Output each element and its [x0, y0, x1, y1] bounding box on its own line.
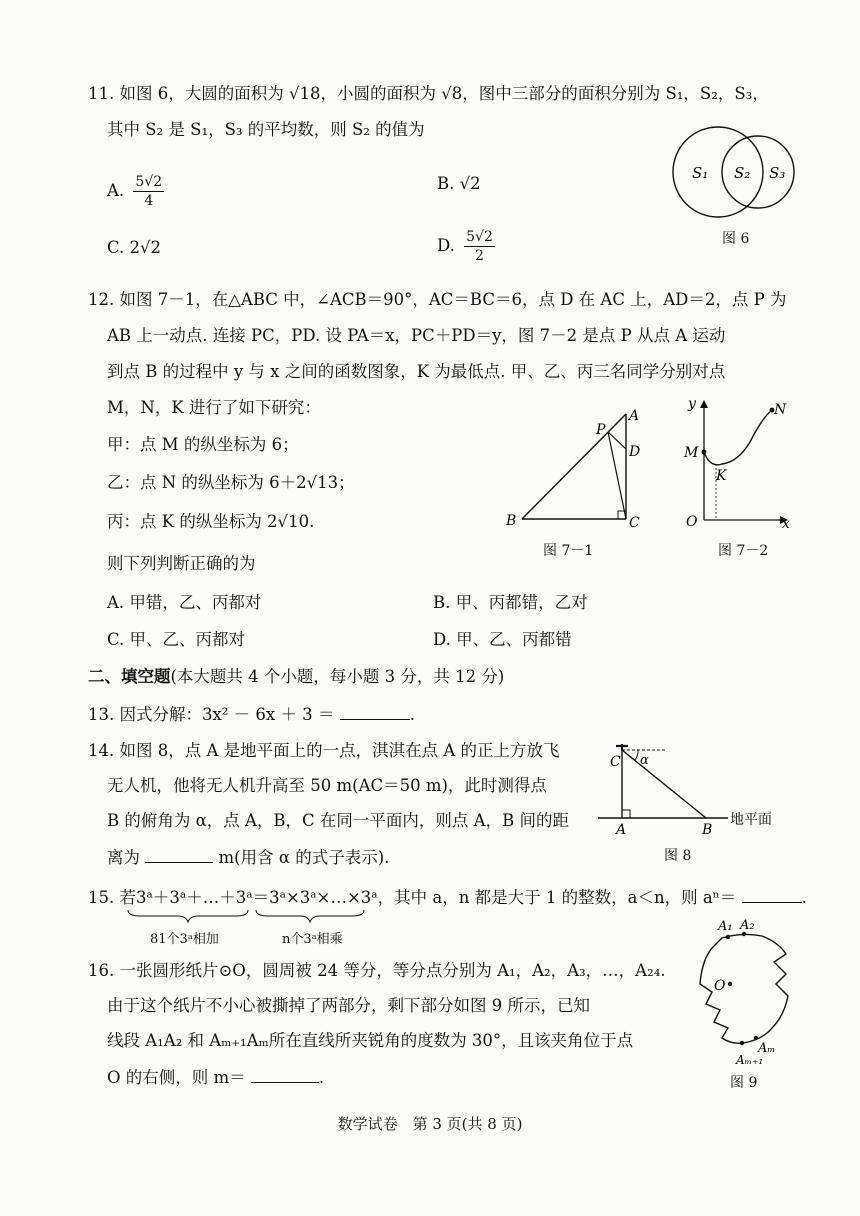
- q12-line-4: M，N，K 进行了如下研究：: [107, 398, 321, 417]
- q11-option-a-denominator: 4: [144, 193, 154, 209]
- q15-sum-note: 81个3ᵃ相加: [150, 932, 219, 947]
- fig6-label-s1: S₁: [692, 164, 709, 182]
- q16-answer-blank[interactable]: [251, 1066, 319, 1083]
- q11-option-d-numerator: 5√2: [466, 229, 493, 245]
- fig72-label-x: x: [782, 516, 790, 532]
- section-2-title: [88, 666, 504, 688]
- q15-post: ，其中 a，n 都是大于 1 的整数，a＜n，则 aⁿ＝: [377, 888, 737, 907]
- q15-underbraces: [126, 908, 366, 924]
- q15-product-brace: [256, 910, 364, 922]
- fig8-label-alpha: α: [640, 753, 649, 768]
- q12-line-2: AB 上一动点. 连接 PC，PD. 设 PA＝x，PC＋PD＝y，图 7－2 是点 P 从点 A 运动: [107, 326, 726, 345]
- q11-option-b: B. √2: [437, 174, 481, 193]
- q12-option-d: D. 甲、乙、丙都错: [433, 630, 572, 649]
- q13-text: 13. 因式分解：3x² － 6x ＋ 3 ＝: [88, 705, 335, 724]
- fig8-right-angle-mark: [622, 810, 630, 818]
- fig9-point-am1: [740, 1041, 744, 1045]
- q14-answer-blank[interactable]: [145, 846, 213, 863]
- q15-sum-brace: [128, 910, 248, 922]
- q13-answer-blank[interactable]: [340, 703, 410, 720]
- q12-line-3: 到点 B 的过程中 y 与 x 之间的函数图象，K 为最低点. 甲、乙、丙三名同学分别对点: [107, 362, 726, 381]
- fig71-label-p: P: [596, 422, 606, 438]
- fig8-ground-label: 地平面: [730, 812, 772, 828]
- figure-7-2-function-graph: [676, 396, 794, 532]
- q15-product-note: n个3ᵃ相乘: [282, 932, 343, 947]
- q11-option-d-denominator: 2: [475, 248, 484, 264]
- q14-line-2: 无人机，他将无人机升高至 50 m(AC＝50 m)，此时测得点: [107, 776, 547, 795]
- q15-product: 3ᵃ×3ᵃ×…×3ᵃ: [269, 888, 378, 907]
- figure-7-1-triangle: [502, 404, 652, 532]
- fig9-label-a2: A₂: [740, 918, 755, 933]
- fig72-label-m: M: [684, 445, 699, 461]
- fig72-label-n: N: [774, 402, 787, 418]
- fig8-drone-icon: [616, 744, 628, 750]
- section-2-heading: 二、填空题: [88, 667, 171, 686]
- figure-8-depression-angle: [594, 738, 794, 838]
- fig9-label-a1: A₁: [718, 919, 733, 934]
- figure-7-1-caption: 图 7－1: [543, 543, 594, 559]
- q14-line-4-pre: 离为: [107, 848, 140, 867]
- fig72-point-m: [702, 450, 707, 455]
- fig6-label-s2: S₂: [734, 164, 751, 182]
- q11-option-a-prefix: A.: [107, 181, 125, 200]
- fig71-label-a: A: [629, 408, 640, 424]
- fig8-label-b: B: [702, 822, 713, 838]
- fig9-label-am1: Aₘ₊₁: [736, 1053, 764, 1067]
- page-footer: 数学试卷 第 3 页(共 8 页): [337, 1115, 523, 1133]
- figure-6-caption: 图 6: [722, 231, 750, 247]
- fig72-label-k: K: [716, 468, 727, 484]
- q16-line-2: 由于这个纸片不小心被撕掉了两部分，剩下部分如图 9 所示，已知: [107, 996, 590, 1015]
- q11-line-1: 11. 如图 6，大圆的面积为 √18，小圆的面积为 √8，图中三部分的面积分别为 S₁，S₂，S₃，: [88, 84, 769, 103]
- q12-ask: 则下列判断正确的为: [107, 554, 256, 573]
- fig6-label-s3: S₃: [769, 164, 786, 182]
- figure-8-caption: 图 8: [664, 848, 692, 864]
- fig71-side-ab: [522, 414, 626, 519]
- q16-line-1: 16. 一张圆形纸片⊙O，圆周被 24 等分，等分点分别为 A₁，A₂，A₃，…，A₂₄.: [88, 961, 666, 980]
- q16-line-4-pre: O 的右侧，则 m＝: [107, 1068, 246, 1087]
- q13: [88, 703, 415, 726]
- fig8-line-of-sight: [622, 750, 706, 818]
- fig71-segment-pc: [608, 432, 626, 519]
- fig9-center-o: [728, 982, 732, 986]
- q16-line-4: [107, 1066, 324, 1089]
- q12-option-b: B. 甲、丙都错，乙对: [433, 593, 588, 612]
- q15-sum: 3ᵃ＋3ᵃ＋…＋3ᵃ: [136, 888, 253, 907]
- fig72-label-y: y: [688, 396, 696, 412]
- q12-statement-yi: 乙：点 N 的纵坐标为 6＋2√13；: [107, 473, 355, 492]
- q15-line: [88, 886, 807, 909]
- q15-answer-blank[interactable]: [742, 886, 802, 903]
- fig8-label-c: C: [610, 754, 621, 770]
- q14-line-4: [107, 846, 389, 869]
- section-2-note: (本大题共 4 个小题，每小题 3 分，共 12 分): [170, 667, 505, 686]
- q11-option-d: [437, 228, 495, 265]
- q14-line-4-post: m(用含 α 的式子表示).: [218, 848, 390, 867]
- q12-statement-jia: 甲：点 M 的纵坐标为 6；: [107, 435, 299, 454]
- figure-9-caption: 图 9: [730, 1075, 758, 1091]
- fig8-angle-arc: [635, 750, 638, 760]
- fig9-label-am: Aₘ: [758, 1041, 776, 1056]
- q11-option-c: C. 2√2: [107, 238, 162, 257]
- fig71-label-b: B: [506, 513, 517, 529]
- fig71-label-c: C: [629, 515, 640, 531]
- figure-7-2-caption: 图 7－2: [718, 543, 769, 559]
- fig9-point-am: [754, 1036, 758, 1040]
- q12-line-1: 12. 如图 7－1，在△ABC 中，∠ACB＝90°，AC＝BC＝6，点 D 在 AC 上，AD＝2，点 P 为: [88, 290, 787, 309]
- q15-eq: ＝: [252, 888, 270, 907]
- q15-end: .: [801, 888, 807, 907]
- q11-option-a-numerator: 5√2: [135, 174, 163, 190]
- q13-end: .: [409, 705, 415, 724]
- q14-line-3: B 的俯角为 α，点 A，B，C 在同一平面内，则点 A，B 间的距: [107, 811, 569, 830]
- fig72-curve: [704, 410, 772, 465]
- figure-6-two-circles: [668, 124, 800, 222]
- q11-option-a: [107, 173, 164, 210]
- fig8-label-a: A: [616, 822, 627, 838]
- q14-line-1: 14. 如图 8，点 A 是地平面上的一点，淇淇在点 A 的正上方放飞: [88, 741, 560, 760]
- q12-option-c: C. 甲、乙、丙都对: [107, 630, 246, 649]
- fig71-label-d: D: [629, 444, 641, 460]
- fig72-y-arrow: [700, 400, 708, 408]
- q16-line-3: 线段 A₁A₂ 和 Aₘ₊₁Aₘ所在直线所夹锐角的度数为 30°，且该夹角位于点: [107, 1031, 634, 1050]
- q15-pre: 15. 若: [88, 888, 136, 907]
- fig9-point-a1: [726, 935, 730, 939]
- figure-9-torn-circle: [690, 918, 802, 1068]
- q11-option-d-prefix: D.: [437, 236, 455, 255]
- q16-end: .: [318, 1068, 325, 1087]
- q11-line-2: 其中 S₂ 是 S₁，S₃ 的平均数，则 S₂ 的值为: [107, 120, 425, 139]
- fig9-label-o: O: [714, 978, 726, 994]
- fig72-label-o: O: [686, 514, 698, 530]
- q12-option-a: A. 甲错，乙、丙都对: [107, 593, 262, 612]
- q12-statement-bing: 丙：点 K 的纵坐标为 2√10.: [107, 512, 315, 531]
